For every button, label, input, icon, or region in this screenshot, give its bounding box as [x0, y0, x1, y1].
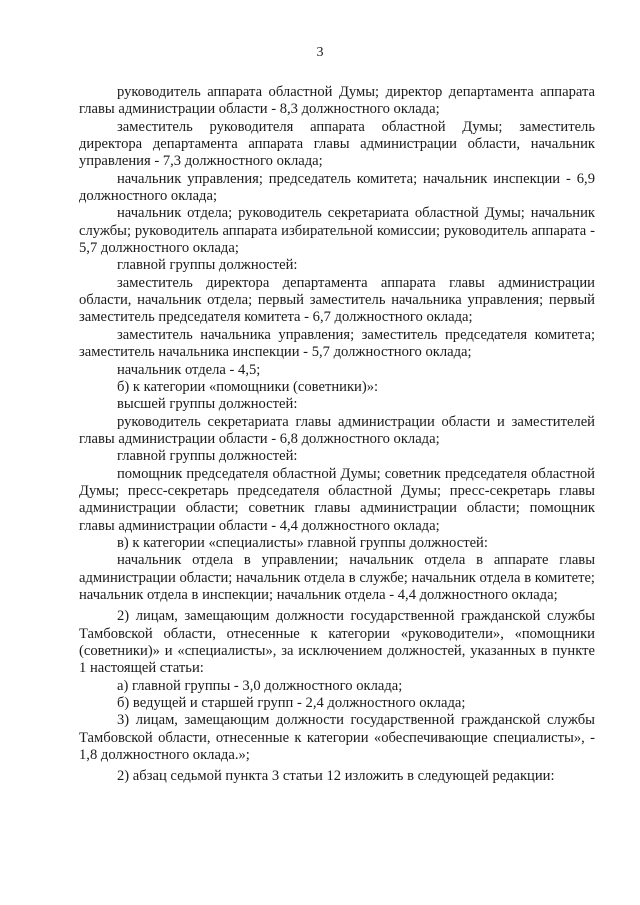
- document-body: [79, 84, 595, 786]
- paragraph: помощник председателя областной Думы; советник председателя областной Думы; пресс-секретарь председателя областной Думы; пресс-секретарь главы администрации области; советник главы администрации области; помощник главы администрации области - 4,4 должностного оклада;: [79, 465, 595, 534]
- paragraph: заместитель руководителя аппарата областной Думы; заместитель директора департамента аппарата главы администрации области, начальник управления - 7,3 должностного оклада;: [79, 118, 595, 170]
- paragraph: начальник отдела - 4,5;: [117, 361, 261, 378]
- paragraph: заместитель директора департамента аппарата главы администрации области, начальник отдела; первый заместитель начальника управления; первый заместитель председателя комитета - 6,7 должностного оклада;: [79, 274, 595, 326]
- paragraph: б) ведущей и старшей групп - 2,4 должностного оклада;: [117, 695, 466, 712]
- numbered-paragraph: 2) абзац седьмой пункта 3 статьи 12 изложить в следующей редакции:: [117, 768, 555, 785]
- category-heading: в) к категории «специалисты» главной группы должностей:: [117, 534, 488, 551]
- numbered-paragraph: 3) лицам, замещающим должности государственной гражданской службы Тамбовской области, отнесенные к категории «обеспечивающие специалисты», - 1,8 должностного оклада.»;: [79, 712, 595, 764]
- numbered-paragraph: 2) лицам, замещающим должности государственной гражданской службы Тамбовской области, отнесенные к категории «руководители», «помощники (советники)» и «специалисты», за исключением должностей, указанных в пункте 1 настоящей статьи:: [79, 608, 595, 677]
- paragraph: заместитель начальника управления; заместитель председателя комитета; заместитель начальника инспекции - 5,7 должностного оклада;: [79, 326, 595, 361]
- group-heading: главной группы должностей:: [117, 257, 298, 274]
- page-number: 3: [316, 45, 324, 60]
- paragraph: а) главной группы - 3,0 должностного оклада;: [117, 677, 403, 694]
- paragraph: начальник отдела; руководитель секретариата областной Думы; начальник службы; руководитель аппарата избирательной комиссии; руководитель аппарата - 5,7 должностного оклада;: [79, 205, 595, 257]
- group-heading: главной группы должностей:: [117, 448, 298, 465]
- paragraph: начальник управления; председатель комитета; начальник инспекции - 6,9 должностного оклада;: [79, 170, 595, 205]
- paragraph: начальник отдела в управлении; начальник отдела в аппарате главы администрации области; начальник отдела в службе; начальник отдела в комитете; начальник отдела в инспекции; начальник отдела - 4,4 должностного оклада;: [79, 552, 595, 603]
- category-heading: б) к категории «помощники (советники)»:: [117, 378, 379, 395]
- paragraph: руководитель секретариата главы администрации области и заместителей главы администрации области - 6,8 должностного оклада;: [79, 413, 595, 447]
- paragraph: руководитель аппарата областной Думы; директор департамента аппарата главы администрации области - 8,3 должностного оклада;: [79, 84, 595, 118]
- group-heading: высшей группы должностей:: [117, 396, 298, 413]
